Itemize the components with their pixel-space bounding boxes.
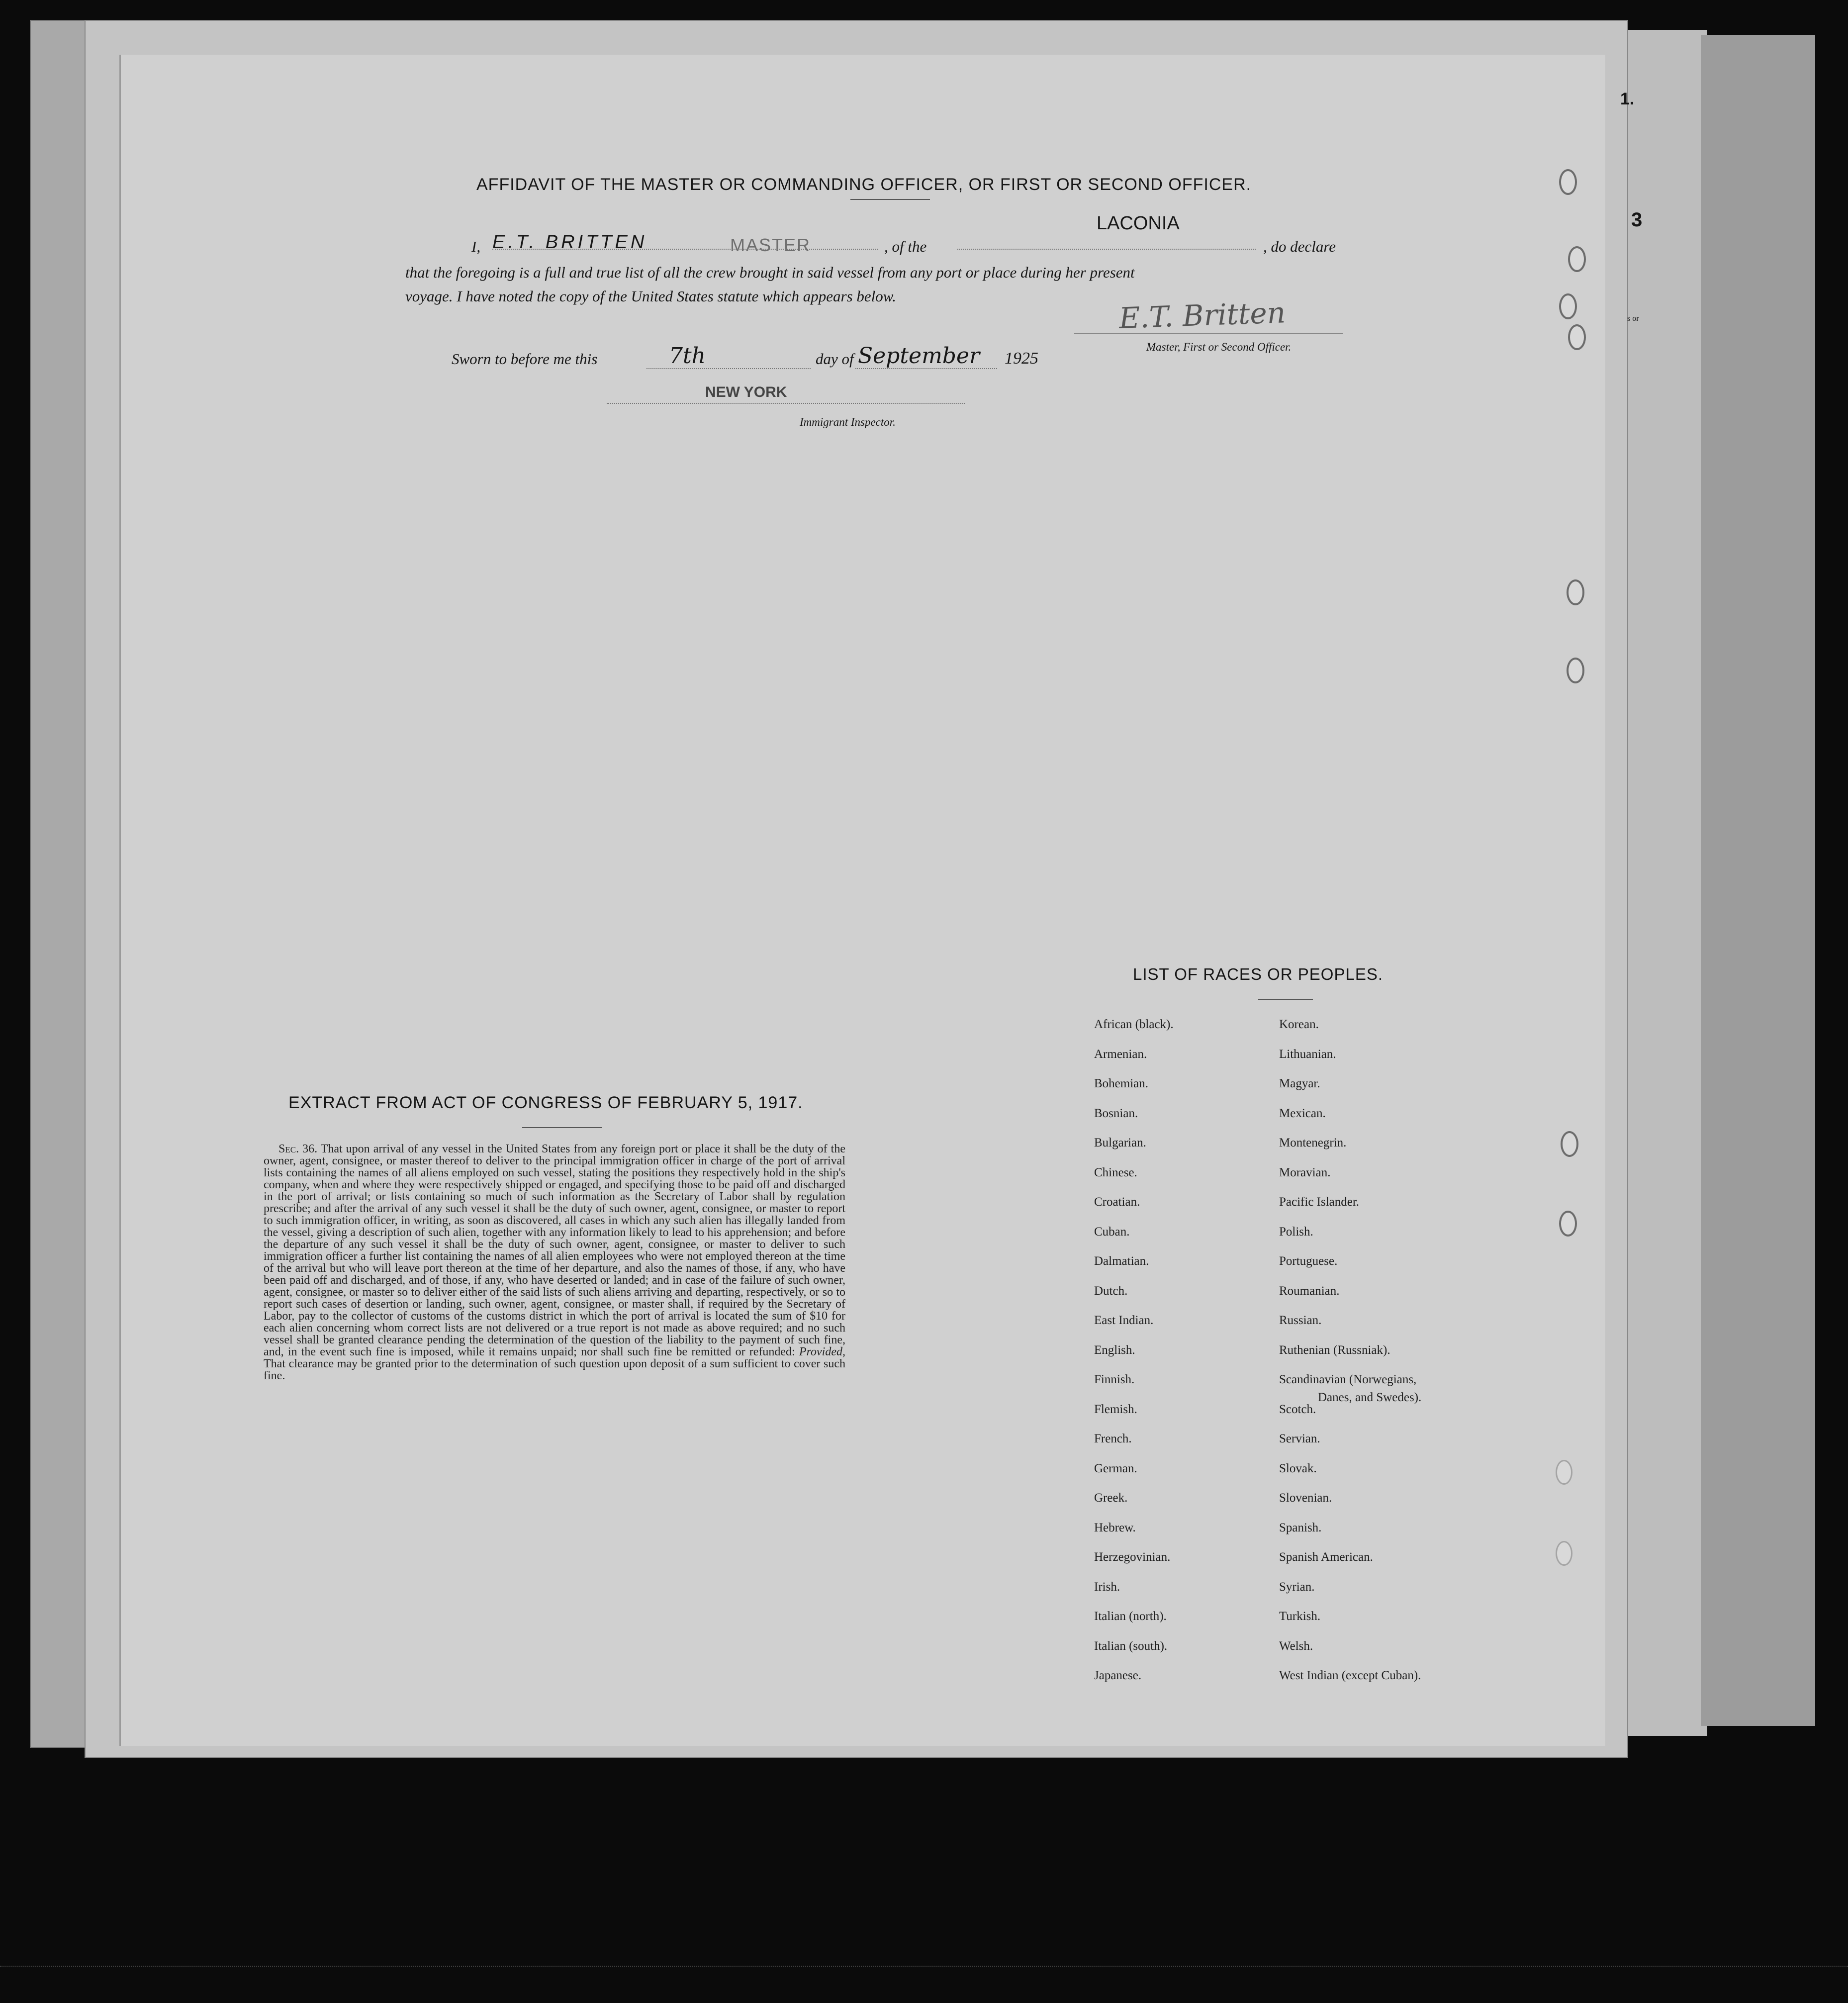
month-fill-line — [855, 368, 997, 369]
binding-hole — [1556, 1541, 1572, 1566]
race-item: Croatian. — [1094, 1195, 1140, 1209]
race-item: French. — [1094, 1432, 1132, 1445]
race-item: Portuguese. — [1279, 1254, 1338, 1268]
signature-caption: Master, First or Second Officer. — [1146, 341, 1292, 353]
binding-hole — [1559, 293, 1577, 319]
race-item: Montenegrin. — [1279, 1136, 1347, 1149]
race-item: African (black). — [1094, 1018, 1174, 1031]
proviso-label: Provided, — [799, 1345, 845, 1358]
race-item: Korean. — [1279, 1018, 1319, 1031]
extract-underline — [522, 1127, 602, 1128]
race-item: Slovak. — [1279, 1462, 1317, 1475]
sworn-month: September — [858, 343, 980, 369]
vessel-name: LACONIA — [1097, 213, 1180, 234]
proviso-text: That clearance may be granted prior to the determination of such question upon deposit of a sum sufficient to cover such fine. — [264, 1357, 845, 1382]
race-item: East Indian. — [1094, 1314, 1154, 1327]
race-item: Roumanian. — [1279, 1284, 1340, 1298]
race-item: Spanish American. — [1279, 1550, 1373, 1564]
edge-text-fragment: s or — [1627, 314, 1639, 323]
race-item: Mexican. — [1279, 1107, 1326, 1120]
race-item: Magyar. — [1279, 1077, 1320, 1090]
underlying-sheet-far-right — [1701, 35, 1815, 1726]
manifest-page — [119, 55, 1605, 1746]
race-item: Chinese. — [1094, 1166, 1137, 1179]
bottom-film-border — [0, 1966, 1848, 1967]
affidavit-title: AFFIDAVIT OF THE MASTER OR COMMANDING OFFICER, OR FIRST OR SECOND OFFICER. — [476, 175, 1252, 194]
sworn-prefix: Sworn to before me this — [452, 350, 598, 368]
affidavit-line1-prefix: I, — [471, 238, 481, 255]
race-item: Greek. — [1094, 1491, 1128, 1505]
binding-hole — [1559, 169, 1577, 195]
race-item-continuation: Danes, and Swedes). — [1318, 1391, 1422, 1404]
race-item: Hebrew. — [1094, 1521, 1136, 1534]
binding-hole — [1559, 1211, 1577, 1237]
day-of-label: day of — [816, 350, 854, 368]
act-section-36 — [264, 1143, 845, 1382]
race-item: German. — [1094, 1462, 1137, 1475]
race-item: West Indian (except Cuban). — [1279, 1669, 1421, 1682]
race-item: Polish. — [1279, 1225, 1313, 1239]
binding-hole — [1567, 658, 1584, 683]
race-item: Scandinavian (Norwegians, — [1279, 1373, 1417, 1386]
race-item: Italian (south). — [1094, 1639, 1168, 1653]
race-item: Welsh. — [1279, 1639, 1313, 1653]
race-item: Finnish. — [1094, 1373, 1135, 1386]
master-signature: E.T. Britten — [1118, 295, 1287, 335]
title-underline — [850, 199, 930, 200]
race-item: Russian. — [1279, 1314, 1322, 1327]
race-item: Bulgarian. — [1094, 1136, 1146, 1149]
sworn-year: 1925 — [1005, 349, 1038, 368]
binding-hole — [1561, 1131, 1578, 1157]
affidavit-line2: that the foregoing is a full and true list of all the crew brought in said vessel from any port or place during her present — [405, 264, 1135, 281]
day-fill-line — [647, 368, 811, 369]
race-item: Moravian. — [1279, 1166, 1331, 1179]
race-item: Syrian. — [1279, 1580, 1315, 1594]
binding-hole — [1567, 579, 1584, 605]
race-item: Dutch. — [1094, 1284, 1128, 1298]
name-fill-line — [492, 249, 878, 250]
races-title: LIST OF RACES OR PEOPLES. — [1133, 965, 1384, 983]
underlying-sheet-right — [1621, 30, 1707, 1736]
race-item: Irish. — [1094, 1580, 1120, 1594]
race-item: Lithuanian. — [1279, 1048, 1336, 1061]
port-stamp: NEW YORK — [705, 384, 787, 400]
race-item: Italian (north). — [1094, 1610, 1167, 1623]
sworn-day: 7th — [669, 343, 706, 369]
race-item: Bohemian. — [1094, 1077, 1149, 1090]
race-item: Japanese. — [1094, 1669, 1142, 1682]
race-item: Scotch. — [1279, 1403, 1316, 1416]
master-name: E.T. BRITTEN — [492, 232, 647, 253]
section-label: Sec. 36. — [278, 1143, 318, 1155]
races-underline — [1258, 999, 1313, 1000]
rank-stamp: MASTER — [730, 235, 811, 255]
race-item: Armenian. — [1094, 1048, 1147, 1061]
race-item: English. — [1094, 1343, 1135, 1357]
race-item: Turkish. — [1279, 1610, 1321, 1623]
race-item: Pacific Islander. — [1279, 1195, 1360, 1209]
race-item: Herzegovinian. — [1094, 1550, 1171, 1564]
race-item: Servian. — [1279, 1432, 1320, 1445]
edge-number-fragment: 3 — [1631, 209, 1643, 231]
race-item: Bosnian. — [1094, 1107, 1138, 1120]
signature-line — [1074, 333, 1343, 334]
race-item: Ruthenian (Russniak). — [1279, 1343, 1390, 1357]
binding-hole — [1556, 1460, 1572, 1485]
inspector-caption: Immigrant Inspector. — [800, 416, 896, 428]
vessel-fill-line — [957, 249, 1256, 250]
binding-hole — [1568, 324, 1586, 350]
page-number-fragment: 1. — [1620, 90, 1635, 108]
affidavit-line3: voyage. I have noted the copy of the United States statute which appears below. — [405, 287, 896, 305]
race-item: Cuban. — [1094, 1225, 1130, 1239]
race-item: Flemish. — [1094, 1403, 1137, 1416]
extract-title: EXTRACT FROM ACT OF CONGRESS OF FEBRUARY 5, 1917. — [288, 1093, 803, 1112]
section-text: That upon arrival of any vessel in the United States from any foreign port or place it shall be the duty of the owner, agent, consignee, or master thereof to deliver to the principal immigration officer in charge of the port of arrival lists containing the names of all aliens employed on such vessel, stating the positions they respectively hold in the ship's company, when and where they were respectively shipped or engaged, and specifying those to be paid off and discharged in the port of arrival; or lists containing so much of such information as the Secretary of Labor shall by regulation prescribe; and after the arrival of any such vessel it shall be the duty of such owner, agent, consignee, or master to report to such immigration officer, in writing, as soon as discovered, all cases in which any such alien has illegally landed from the vessel, giving a description of such alien, together with any information likely to lead to his apprehension; and before the departure of any such vessel it shall be the duty of such owner, agent, consignee, or master to deliver to such immigration officer a further list containing the names of all alien employees who were not employed thereon at the time of the arrival but who will leave port thereon at the time of her departure, and also the names of those, if any, who have been paid off and discharged, and of those, if any, who have deserted or landed; and in case of the failure of such owner, agent, consignee, or master so to deliver either of the said lists of such aliens arriving and departing, respectively, or so to report such cases of desertion or landing, such owner, agent, consignee, or master shall, if required by the Secretary of Labor, pay to the collector of customs of the customs district in which the port of arrival is located the sum of $10 for each alien concerning whom correct lists are not delivered or a true report is not made as above required; and no such vessel shall be granted clearance pending the determination of the question of the liability to the payment of such fine, and, in the event such fine is imposed, while it remains unpaid; nor shall such fine be remitted or refunded: — [264, 1143, 846, 1358]
binding-hole — [1568, 246, 1586, 272]
race-item: Dalmatian. — [1094, 1254, 1149, 1268]
of-the-label: , of the — [884, 238, 927, 255]
race-item: Spanish. — [1279, 1521, 1322, 1534]
race-item: Slovenian. — [1279, 1491, 1332, 1505]
inspector-fill-line — [607, 403, 965, 404]
do-declare-label: , do declare — [1263, 238, 1336, 255]
